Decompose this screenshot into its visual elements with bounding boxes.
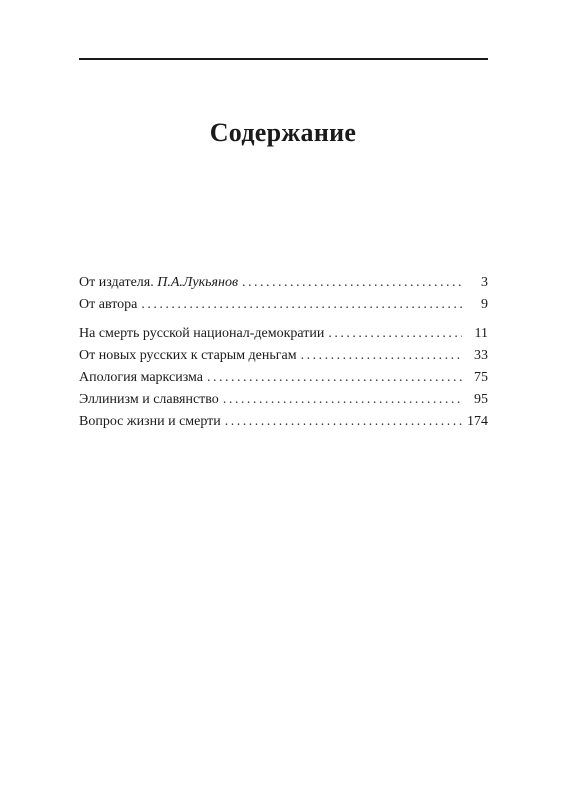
toc-entry-page-number: 174 bbox=[467, 414, 488, 429]
toc-entry-chapter-5[interactable] bbox=[79, 411, 488, 433]
toc-entry-label: От новых русских к старым деньгам bbox=[79, 348, 297, 363]
toc-entry-chapter-2[interactable] bbox=[79, 345, 488, 367]
toc-entry-publisher-note[interactable] bbox=[79, 272, 488, 294]
toc-entry-chapter-1[interactable] bbox=[79, 323, 488, 345]
dot-leader bbox=[301, 345, 462, 367]
dot-leader bbox=[141, 294, 462, 316]
toc-entry-label: На смерть русской национал-демократии bbox=[79, 326, 325, 341]
top-rule bbox=[79, 58, 488, 60]
toc-entry-page-number: 75 bbox=[474, 370, 488, 385]
toc-entry-label: Эллинизм и славянство bbox=[79, 392, 219, 407]
toc-entry-page-number: 33 bbox=[474, 348, 488, 363]
toc-entry-chapter-4[interactable] bbox=[79, 389, 488, 411]
dot-leader bbox=[223, 389, 462, 411]
dot-leader bbox=[207, 367, 462, 389]
toc-entry-page-number: 11 bbox=[474, 326, 488, 341]
toc-entry-author: П.А.Лукьянов bbox=[157, 275, 239, 290]
dot-leader bbox=[242, 272, 462, 294]
toc-entry-page-number: 3 bbox=[481, 275, 488, 290]
toc-entry-author-note[interactable] bbox=[79, 294, 488, 316]
page-title: Содержание bbox=[209, 118, 357, 147]
toc-entry-label: Апология марксизма bbox=[79, 370, 204, 385]
dot-leader bbox=[225, 411, 462, 433]
toc-entry-label: От издателя. П.А.Лукьянов bbox=[79, 275, 239, 290]
dot-leader bbox=[328, 323, 462, 345]
toc-entry-label: Вопрос жизни и смерти bbox=[79, 414, 221, 429]
toc-entry-page-number: 95 bbox=[474, 392, 488, 407]
toc-entry-label: От автора bbox=[79, 297, 138, 312]
toc-entry-chapter-3[interactable] bbox=[79, 367, 488, 389]
toc-entry-page-number: 9 bbox=[481, 297, 488, 312]
table-of-contents bbox=[79, 272, 488, 433]
